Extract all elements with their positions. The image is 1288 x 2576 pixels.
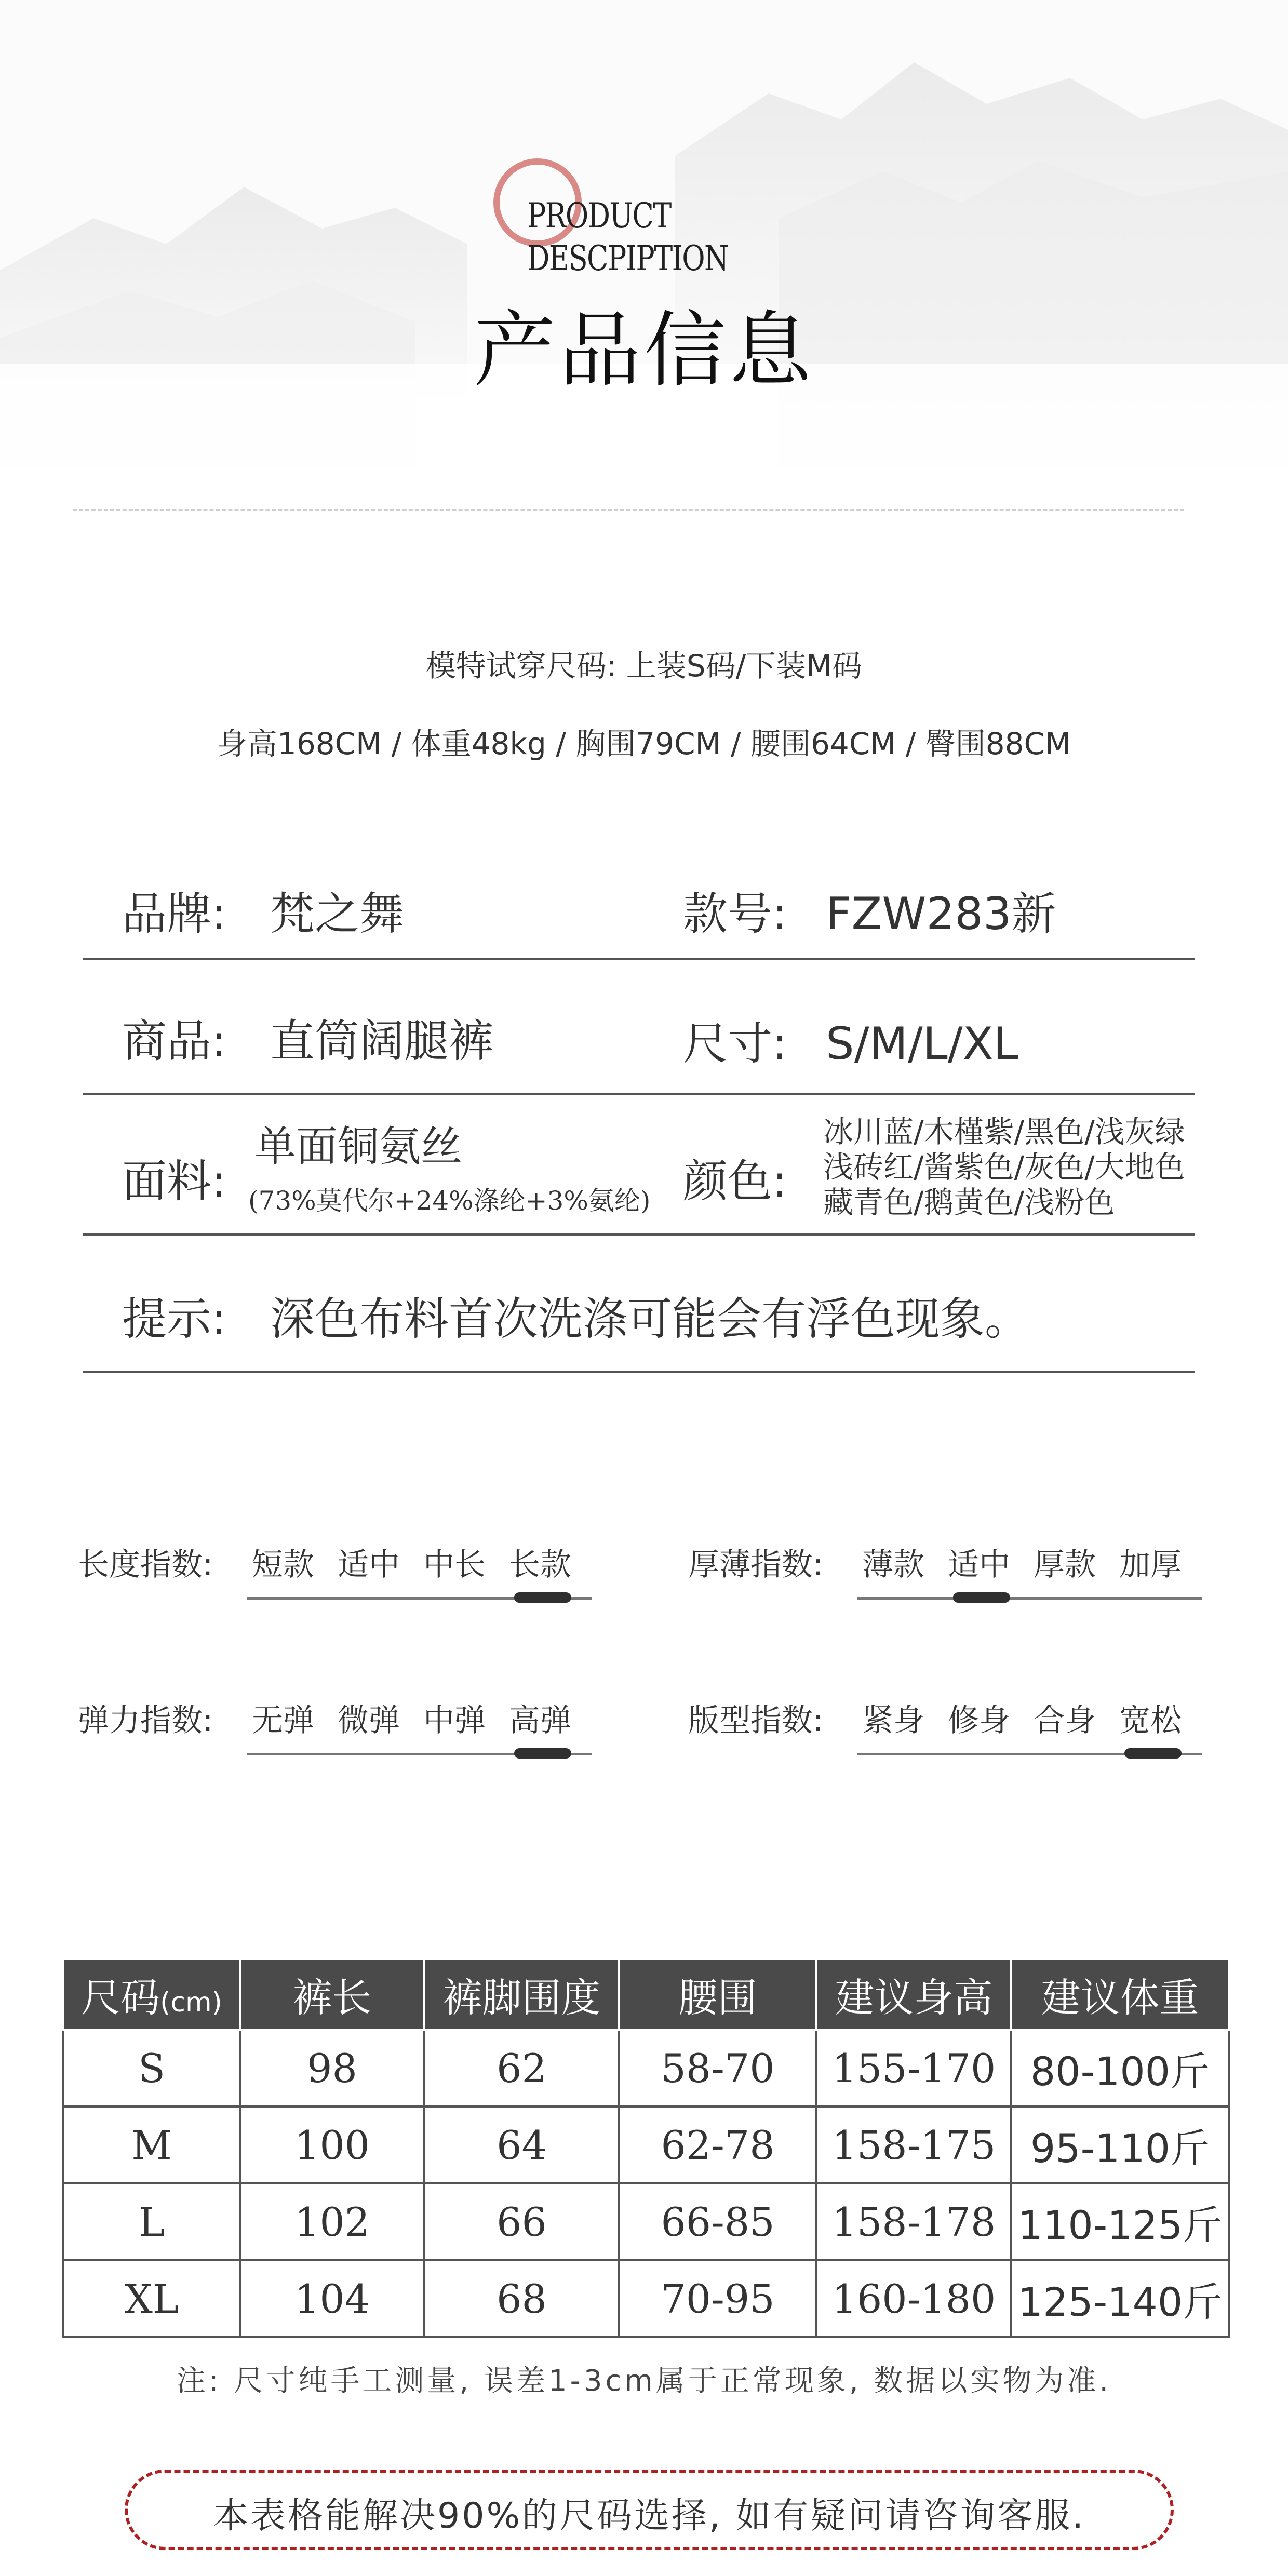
table-cell: XL <box>63 2260 240 2337</box>
model-measurements: 身高168CM / 体重48kg / 胸围79CM / 腰围64CM / 臀围88CM <box>217 726 1071 761</box>
table-cell: 160-180 <box>816 2260 1011 2337</box>
table-cell: 104 <box>240 2260 424 2337</box>
style-value: FZW283新 <box>826 888 1056 940</box>
fabric-label: 面料: <box>122 1156 226 1208</box>
row-divider <box>675 958 1195 960</box>
header-cell: 建议身高 <box>816 1959 1011 2030</box>
size-value: S/M/L/XL <box>826 1018 1018 1070</box>
table-cell: 64 <box>424 2107 619 2183</box>
size-table-header <box>63 1959 1229 2030</box>
color-list <box>823 1114 1185 1220</box>
table-cell: 70-95 <box>619 2260 816 2337</box>
index-option: 修身 <box>948 1702 1010 1739</box>
table-cell: 80-100斤 <box>1011 2030 1229 2107</box>
english-title <box>527 195 728 280</box>
english-title-line1: PRODUCT <box>527 196 671 236</box>
table-cell: M <box>63 2107 240 2183</box>
index-option: 微弹 <box>338 1702 400 1739</box>
brand-label: 品牌: <box>122 888 226 940</box>
tip-label: 提示: <box>122 1293 226 1345</box>
row-divider <box>83 1093 675 1095</box>
header-cell: 腰围 <box>619 1959 816 2030</box>
index-marker <box>1124 1748 1182 1759</box>
index-option: 中长 <box>423 1547 486 1583</box>
dashed-divider <box>73 509 1184 511</box>
index-marker <box>514 1592 571 1603</box>
table-cell: 66 <box>424 2183 619 2260</box>
index-label: 长度指数: <box>78 1547 213 1583</box>
row-divider <box>83 1233 675 1236</box>
index-option: 合身 <box>1034 1702 1096 1739</box>
table-row <box>63 2183 1229 2260</box>
tip-box-text: 本表格能解决90%的尺码选择, 如有疑问请咨询客服. <box>213 2496 1085 2537</box>
row-divider <box>83 958 675 960</box>
model-trial-size: 模特试穿尺码: 上装S码/下装M码 <box>425 648 863 683</box>
index-marker <box>953 1592 1010 1603</box>
index-option: 高弹 <box>509 1702 571 1739</box>
fabric-value: 单面铜氨丝 <box>254 1122 462 1171</box>
size-label: 尺寸: <box>683 1018 787 1070</box>
header-cell: 裤脚围度 <box>424 1959 619 2030</box>
product-value: 直筒阔腿裤 <box>270 1015 493 1067</box>
index-option: 长款 <box>509 1547 571 1583</box>
table-cell: 125-140斤 <box>1011 2260 1229 2337</box>
row-divider <box>675 1233 1195 1236</box>
row-divider <box>675 1093 1195 1095</box>
table-cell: L <box>63 2183 240 2260</box>
product-label: 商品: <box>122 1015 226 1067</box>
index-option: 宽松 <box>1119 1702 1182 1739</box>
brand-value: 梵之舞 <box>270 888 404 940</box>
table-row <box>63 2107 1229 2183</box>
size-table <box>62 1958 1230 2338</box>
table-cell: 58-70 <box>619 2030 816 2107</box>
index-label: 厚薄指数: <box>688 1547 824 1583</box>
header-cell: 建议体重 <box>1011 1959 1229 2030</box>
table-cell: 62 <box>424 2030 619 2107</box>
tip-value: 深色布料首次洗涤可能会有浮色现象。 <box>270 1293 1029 1345</box>
table-cell: 95-110斤 <box>1011 2107 1229 2183</box>
header-cell: 裤长 <box>240 1959 424 2030</box>
table-cell: S <box>63 2030 240 2107</box>
index-option: 厚款 <box>1034 1547 1096 1583</box>
index-option: 薄款 <box>862 1547 924 1583</box>
table-cell: 110-125斤 <box>1011 2183 1229 2260</box>
index-option: 无弹 <box>252 1702 314 1739</box>
table-cell: 155-170 <box>816 2030 1011 2107</box>
table-cell: 102 <box>240 2183 424 2260</box>
color-line: 浅砖红/酱紫色/灰色/大地色 <box>823 1149 1185 1185</box>
index-option: 加厚 <box>1119 1547 1182 1583</box>
index-label: 版型指数: <box>688 1702 824 1739</box>
index-option: 中弹 <box>423 1702 486 1739</box>
row-divider <box>83 1371 1195 1373</box>
style-label: 款号: <box>683 888 787 940</box>
table-row <box>63 2260 1229 2337</box>
table-cell: 62-78 <box>619 2107 816 2183</box>
header-cell-size: 尺码(cm) <box>63 1959 240 2030</box>
page-title: 产品信息 <box>474 303 814 398</box>
table-cell: 158-175 <box>816 2107 1011 2183</box>
index-track <box>857 1597 1202 1600</box>
index-option: 适中 <box>948 1547 1010 1583</box>
table-cell: 98 <box>240 2030 424 2107</box>
table-cell: 68 <box>424 2260 619 2337</box>
index-option: 短款 <box>252 1547 314 1583</box>
index-marker <box>514 1748 571 1759</box>
index-option: 适中 <box>338 1547 400 1583</box>
measurement-note: 注: 尺寸纯手工测量, 误差1-3cm属于正常现象, 数据以实物为准. <box>176 2364 1112 2398</box>
table-cell: 158-178 <box>816 2183 1011 2260</box>
index-option: 紧身 <box>862 1702 924 1739</box>
fabric-detail: (73%莫代尔+24%涤纶+3%氨纶) <box>248 1186 651 1216</box>
color-line: 冰川蓝/木槿紫/黑色/浅灰绿 <box>823 1114 1185 1149</box>
english-title-line2: DESCPIPTION <box>527 238 728 278</box>
table-row <box>63 2030 1229 2107</box>
index-label: 弹力指数: <box>78 1702 213 1739</box>
table-cell: 66-85 <box>619 2183 816 2260</box>
color-line: 藏青色/鹅黄色/浅粉色 <box>823 1185 1115 1220</box>
color-label: 颜色: <box>683 1156 787 1208</box>
table-cell: 100 <box>240 2107 424 2183</box>
